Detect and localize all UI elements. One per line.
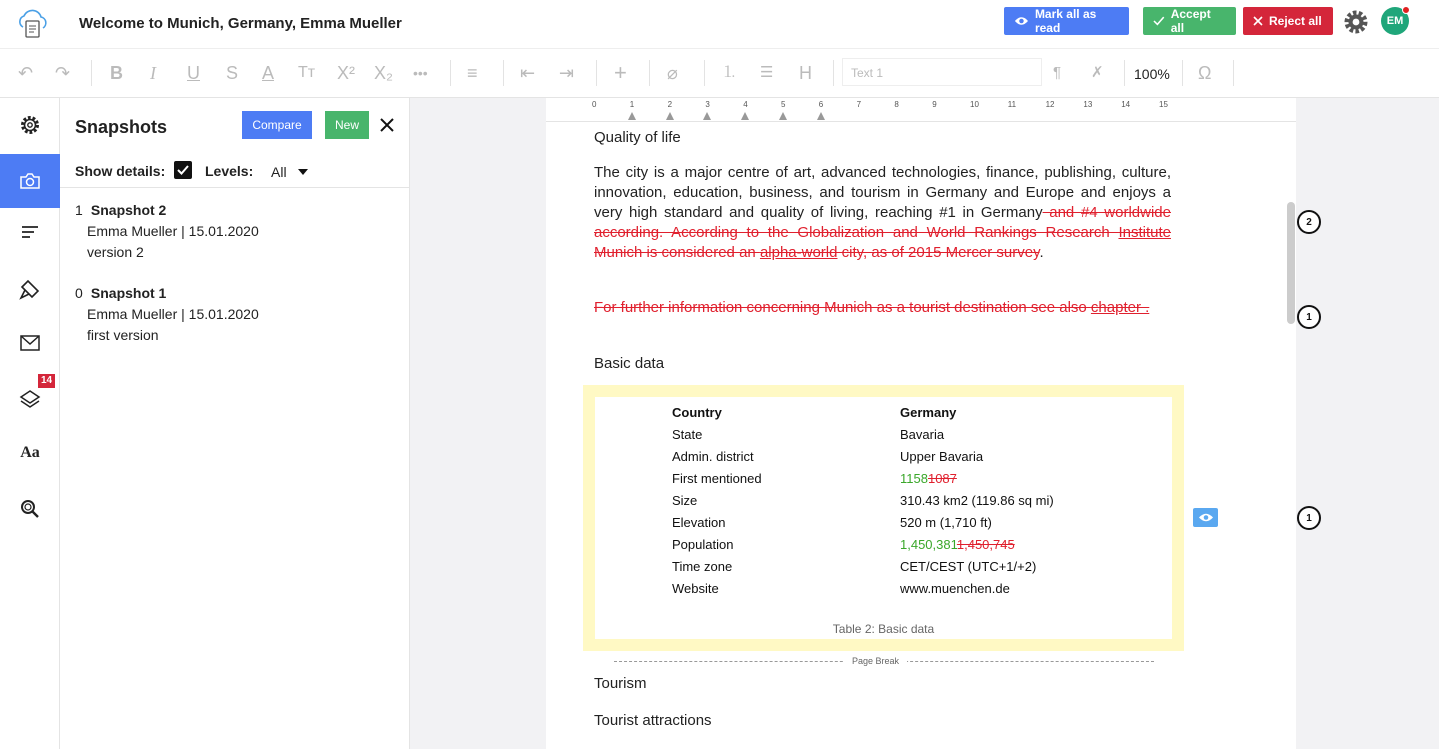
close-icon	[1253, 16, 1263, 26]
paragraph-quality[interactable]	[594, 163, 1171, 263]
camera-icon	[19, 172, 41, 190]
rail-typography[interactable]	[0, 426, 60, 480]
redo-icon[interactable]: ↷	[55, 63, 71, 83]
font-icon: Aa	[20, 444, 40, 461]
new-snapshot-button[interactable]: New	[325, 111, 369, 139]
paragraph-text: .	[1039, 244, 1044, 261]
comment-marker[interactable]: 2	[1297, 210, 1321, 234]
table-caption: Table 2: Basic data	[832, 622, 935, 636]
vertical-scrollbar[interactable]	[1287, 202, 1295, 324]
align-justify-icon[interactable]: ≡	[467, 63, 478, 83]
more-options-icon[interactable]: •••	[413, 65, 428, 81]
eye-icon	[1198, 512, 1214, 523]
superscript-icon[interactable]: X²	[337, 63, 355, 83]
ruler-tick: 13	[1083, 100, 1093, 109]
insert-plus-icon[interactable]: +	[614, 60, 627, 85]
table-cell-label: Country	[672, 405, 722, 420]
ruler-tick: 9	[932, 100, 937, 109]
text-color-icon[interactable]: A	[262, 63, 275, 83]
table-cell-label: Website	[672, 581, 719, 596]
ruler-tick: 14	[1121, 100, 1131, 109]
tab-stop-marker[interactable]	[703, 112, 711, 120]
user-avatar[interactable]	[1381, 7, 1409, 35]
strikethrough-icon[interactable]: S	[226, 63, 239, 83]
snapshot-meta: Emma Mueller | 15.01.2020	[87, 223, 259, 239]
deleted-text[interactable]: 1,450,745	[956, 537, 1015, 552]
special-character-icon[interactable]: Ω	[1198, 63, 1212, 83]
layers-icon	[19, 389, 41, 409]
toolbar-divider	[1182, 60, 1183, 86]
inserted-text[interactable]: 1,450,381	[900, 537, 957, 552]
table-cell-value: Upper Bavaria	[900, 449, 984, 464]
deleted-text[interactable]: and #4 worldwide according. According to the Globalization and World Rankings Research	[594, 204, 1171, 241]
close-panel-icon[interactable]	[378, 116, 396, 134]
paragraph-text: The city is a major centre of art, advanced technologies, finance, publishing, culture, innovation, education, business, and tourism in Germany and Europe and enjoys a very high standard and quality of living, reaching #1 in Germany	[594, 164, 1171, 221]
avatar-initials: EM	[1386, 15, 1404, 27]
ruler-tick: 2	[667, 100, 673, 109]
ruler-tick: 0	[592, 100, 597, 109]
toolbar-divider	[596, 60, 597, 86]
rail-review[interactable]	[0, 262, 60, 316]
snapshot-meta: Emma Mueller | 15.01.2020	[87, 306, 259, 322]
ruler-tick: 1	[629, 100, 635, 109]
bold-icon[interactable]: B	[110, 63, 123, 83]
levels-select[interactable]: All	[271, 164, 287, 180]
reject-all-button[interactable]	[1243, 7, 1333, 35]
toolbar-divider	[503, 60, 504, 86]
table-cell-label: Time zone	[672, 559, 733, 574]
ruler-tick: 11	[1007, 100, 1017, 109]
reject-all-label: Reject all	[1269, 14, 1322, 28]
paragraph-mark-icon[interactable]: ¶	[1053, 64, 1062, 81]
indent-icon[interactable]: ⇥	[559, 63, 575, 83]
deleted-text[interactable]: For further information concerning Munich as a tourist destination see also	[594, 299, 1091, 316]
notification-dot	[1402, 6, 1410, 14]
left-icon-rail	[0, 98, 60, 749]
rail-messages[interactable]	[0, 316, 60, 370]
ruler-tick: 5	[781, 100, 786, 109]
search-icon	[20, 499, 40, 519]
ruler-tick: 4	[743, 100, 748, 109]
deleted-text[interactable]: Institute	[1118, 224, 1171, 241]
table-cell-label: Elevation	[672, 515, 726, 530]
top-bar	[0, 0, 1439, 48]
tab-stop-marker[interactable]	[666, 112, 674, 120]
document-page[interactable]	[546, 98, 1296, 749]
heading-icon[interactable]: H	[799, 63, 812, 83]
toolbar-divider	[704, 60, 705, 86]
ruler-tick: 3	[705, 100, 710, 109]
table-cell-label: Admin. district	[672, 449, 754, 464]
table-cell-label: Size	[672, 493, 698, 508]
toolbar-divider	[1124, 60, 1125, 86]
document-area	[410, 98, 1439, 749]
toolbar-divider	[833, 60, 834, 86]
text-case-icon[interactable]: Tт	[298, 64, 316, 81]
rail-settings[interactable]	[0, 98, 60, 152]
panel-divider	[60, 187, 410, 188]
snapshot-number: 0	[75, 285, 83, 301]
table-body	[595, 397, 1172, 639]
deleted-text[interactable]: city, as of 2015 Mercer survey	[837, 244, 1040, 261]
undo-icon[interactable]: ↶	[18, 63, 34, 83]
numbered-list-icon[interactable]: ⒈	[722, 64, 738, 81]
ruler-tick: 10	[970, 100, 979, 109]
table-cell-value: 310.43 km2 (119.86 sq mi)	[900, 493, 1054, 508]
ruler-tick: 12	[1045, 100, 1055, 109]
rail-outline[interactable]	[0, 206, 60, 260]
table-cell-value: CET/CEST (UTC+1/+2)	[900, 559, 1037, 574]
ruler	[546, 98, 1296, 122]
toolbar-divider	[1233, 60, 1234, 86]
basic-data-table[interactable]	[583, 385, 1184, 651]
comment-marker[interactable]: 1	[1297, 506, 1321, 530]
snapshot-note: version 2	[87, 244, 144, 260]
gear-icon	[19, 114, 41, 136]
toolbar-divider	[91, 60, 92, 86]
page-break-label: Page Break	[844, 656, 907, 666]
snapshot-item[interactable]	[75, 283, 259, 346]
stamp-icon	[19, 278, 41, 300]
bullet-list-icon[interactable]: ☰	[760, 64, 774, 81]
clear-format-icon[interactable]: ✗	[1091, 64, 1104, 81]
snapshot-note: first version	[87, 327, 159, 343]
deleted-text[interactable]: chapter .	[1090, 299, 1150, 316]
table-cell-label: State	[672, 427, 703, 442]
eye-icon	[1014, 15, 1029, 27]
outdent-icon[interactable]: ⇤	[520, 63, 536, 83]
ruler-tick: 8	[894, 100, 899, 109]
compare-button[interactable]: Compare	[242, 111, 312, 139]
cloud-document-logo-icon[interactable]	[15, 7, 51, 39]
paragraph-style-select[interactable]: Text 1	[842, 58, 1042, 86]
snapshot-name: Snapshot 2	[90, 202, 167, 218]
formatting-toolbar	[0, 48, 1439, 98]
checkmark-icon	[174, 161, 192, 179]
view-change-button[interactable]	[1193, 508, 1218, 527]
ruler-tick: 6	[818, 100, 824, 109]
heading-tourist-attractions: Tourist attractions	[594, 712, 712, 729]
zoom-level[interactable]: 100%	[1134, 66, 1170, 82]
show-details-label: Show details:	[75, 163, 166, 179]
snapshots-panel	[60, 98, 410, 749]
panel-title: Snapshots	[75, 117, 168, 137]
table-cell-value: Bavaria	[900, 427, 945, 442]
toolbar-divider	[450, 60, 451, 86]
heading-basic-data: Basic data	[594, 355, 665, 372]
ruler-tick: 15	[1159, 100, 1168, 109]
heading-quality-of-life: Quality of life	[594, 129, 681, 146]
rail-snapshots[interactable]	[0, 154, 60, 208]
snapshot-number: 1	[75, 202, 83, 218]
rail-search[interactable]	[0, 482, 60, 536]
tab-stop-marker[interactable]	[779, 112, 787, 120]
table-cell-value: Germany	[900, 405, 957, 420]
accept-all-label: Accept all	[1170, 7, 1211, 35]
inserted-text[interactable]: 1158	[900, 471, 928, 486]
toolbar-divider	[649, 60, 650, 86]
mark-all-read-button[interactable]	[1004, 7, 1129, 35]
changes-count-badge: 14	[38, 374, 55, 388]
tab-stop-marker[interactable]	[628, 112, 636, 120]
check-icon	[1153, 16, 1165, 26]
table-cell-value	[900, 537, 1015, 552]
accept-all-button[interactable]	[1143, 7, 1236, 35]
tab-stop-marker[interactable]	[817, 112, 825, 120]
tab-stop-marker[interactable]	[741, 112, 749, 120]
table-cell-value: www.muenchen.de	[900, 581, 1010, 596]
show-details-checkbox[interactable]	[174, 161, 192, 179]
deleted-text[interactable]: Munich is considered an	[594, 244, 760, 261]
subscript-icon[interactable]: X₂	[374, 63, 393, 83]
comment-marker[interactable]: 1	[1297, 305, 1321, 329]
deleted-text[interactable]: alpha-world	[759, 244, 838, 261]
settings-gear-icon[interactable]	[1342, 8, 1370, 36]
ruler-tick: 7	[856, 100, 862, 109]
table-cell-label: Population	[672, 537, 734, 552]
envelope-icon	[20, 335, 40, 351]
italic-icon[interactable]: I	[150, 63, 156, 83]
levels-label: Levels:	[205, 163, 254, 179]
deleted-text[interactable]: 1087	[927, 471, 957, 486]
snapshot-item[interactable]	[75, 200, 259, 263]
paragraph-further-info[interactable]	[594, 298, 1171, 318]
chevron-down-icon[interactable]	[298, 169, 308, 175]
heading-tourism: Tourism	[594, 675, 647, 692]
attachment-icon[interactable]: ⌀	[667, 63, 678, 83]
table-cell-value	[900, 471, 957, 486]
underline-icon[interactable]: U	[187, 63, 200, 83]
text-lines-icon	[21, 225, 39, 241]
document-title: Welcome to Munich, Germany, Emma Mueller	[79, 15, 402, 32]
table-cell-label: First mentioned	[672, 471, 762, 486]
snapshot-name: Snapshot 1	[90, 285, 167, 301]
mark-all-read-label: Mark all as read	[1034, 7, 1097, 35]
table-cell-value: 520 m (1,710 ft)	[900, 515, 992, 530]
